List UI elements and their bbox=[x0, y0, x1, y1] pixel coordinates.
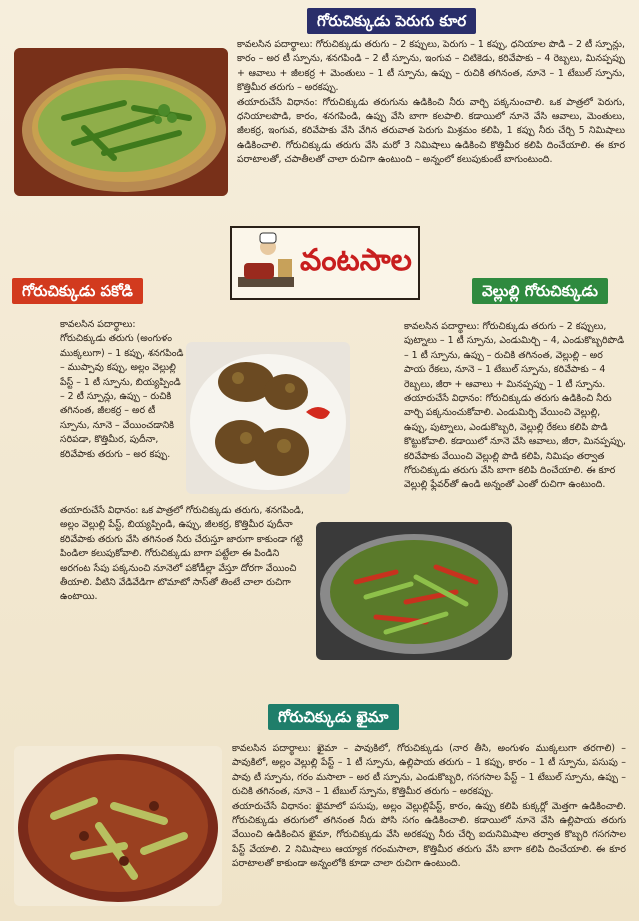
vantasala-logo bbox=[230, 226, 420, 300]
pakodi-ingredients-head: కావలసిన పదార్థాలు: bbox=[60, 319, 136, 330]
kheema-method: తయారుచేసే విధానం: ఖైమాలో పసుపు, అల్లం వెల్లుల్లిపేస్ట్, కారం, ఉప్పు కలిపి కుక్కర్లో మెత్తగా ఉడికించాలి. గోరుచిక్కుడు తరుగులో తగినంత నీరు పోసి సగం ఉడికించాలి. కడాయిలో నూనె వేసి ఉల్లిపాయ తరుగు వేయించి ఉడికించిన ఖైమా, గోరుచిక్కుడు వేసి అరకప్పు నీరు చేర్చి ఐదునిమిషాల తర్వాత కొబ్బరి గసగసాల పేస్ట్ వేయాలి. 2 నిమిషాలు ఆయ్యాక గరంమసాలా, కొత్తిమీర తరుగు వేసి బాగా కలిపి దించేయాలి. ఈ కూర పరాటాలతో కాకుండా అన్నంలోకి కూడా చాలా రుచిగా ఉంటుంది. bbox=[232, 800, 626, 870]
kheema-photo bbox=[14, 746, 222, 906]
vellulli-method: తయారుచేసే విధానం: గోరుచిక్కుడు తరుగు ఉడికించి నీరు వార్చి పక్కనుంచుకోవాలి. ఎండుమిర్చి వేయించి వెల్లుల్లి, ఉప్పు, పుట్నాలు, ఎండుకొబ్బరి, వెల్లుల్లి రేకలు కలిపి పొడి కొట్టుకోవాలి. కడాయిలో నూనె వేసి ఆవాలు, జీరా, మినప్పప్పు, కరివేపాకు వేయించి వెల్లుల్లి పొడి కలిపి, నిమిషం తర్వాత గోరుచిక్కుడు తరుగు వేసి బాగా కలిపి దించేయాలి. ఈ కూర వెల్లుల్లి ఫ్లేవర్‌తో ఉండి అన్నంతో ఎంతో రుచిగా ఉంటుంది. bbox=[404, 393, 626, 491]
perugu-kura-photo bbox=[14, 48, 228, 196]
logo-text: వంటసాల bbox=[300, 243, 412, 278]
perugu-text bbox=[237, 38, 625, 210]
kheema-ingredients: కావలసిన పదార్థాలు: ఖైమా – పావుకిలో, గోరుచిక్కుడు (నార తీసి, అంగుళం ముక్కలుగా తరగాలి) – పావుకిలో, అల్లం వెల్లుల్లి పేస్ట్ – 1 టీ స్పూను, ఉల్లిపాయ తరుగు – 1 కప్పు, కారం – 1 టీ స్పూను, పసుపు – పావు టీ స్పూను, గరం మసాలా – అర టీ స్పూను, ఎండుకొబ్బరి, గసగసాల పేస్ట్ – 1 టేబుల్ స్పూను, ఉప్పు – రుచికి తగినంత, నూనె – 1 టేబుల్ స్పూను, కొత్తిమీర తరుగు – అరకప్పు. bbox=[232, 743, 626, 798]
vellulli-photo bbox=[316, 522, 512, 660]
pakodi-title: గోరుచిక్కుడు పకోడి bbox=[12, 278, 143, 304]
pakodi-ingredients-block bbox=[60, 318, 184, 504]
vellulli-text-top bbox=[404, 320, 626, 522]
kheema-title: గోరుచిక్కుడు ఖైమా bbox=[268, 704, 399, 730]
kheema-text bbox=[232, 742, 626, 914]
pakodi-method: తయారుచేసే విధానం: ఒక పాత్రలో గోరుచిక్కుడు తరుగు, శనగపిండి, అల్లం వెల్లుల్లి పేస్ట్, బియ్యప్పిండి, ఉప్పు, జీలకర్ర, కొత్తిమీర పుదీనా కరివేపాకు తరుగు వేసి తగినంత నీరు చేరుస్తూ జారుగా కాకుండా గట్టి పిండిలా కలుపుకోవాలి. గోరుచిక్కుడు బాగా పట్టేలా ఈ పిండిని అరగంట సేపు పక్కనుంచి నూనెలో పకోడీల్లా వేస్తూ దోరగా వేయించి తీయాలి. వీటిని వేడివేడిగా టొమాటో సాస్‌తో తింటే చాలా రుచిగా ఉంటాయి. bbox=[60, 505, 304, 603]
perugu-title: గోరుచిక్కుడు పెరుగు కూర bbox=[307, 8, 476, 34]
vellulli-ingredients: కావలసిన పదార్థాలు: గోరుచిక్కుడు తరుగు – 2 కప్పులు, పుట్నాలు – 1 టీ స్పూను, ఎండుమిర్చి – 4, ఎండుకొబ్బరిపొడి – 1 టీ స్పూను, ఉప్పు – రుచికి తగినంత, వెల్లుల్లి – అర పాయ రేకలు, నూనె – 1 టేబుల్ స్పూను, కరివేపాకు – 4 రెబ్బలు, జీరా + ఆవాలు + మినప్పప్పు – 1 టీ స్పూను. bbox=[404, 321, 625, 390]
perugu-ingredients: కావలసిన పదార్థాలు: గోరుచిక్కుడు తరుగు – 2 కప్పులు, పెరుగు – 1 కప్పు, ధనియాల పొడి – 2 టీ స్పూన్లు, కారం – అర టీ స్పూను, శనగపిండి – 2 టీ స్పూను, ఇంగువ – చిటికెడు, కరివేపాకు – 4 రెబ్బలు, మినప్పప్పు + ఆవాలు + జీలకర్ర + మెంతులు – 1 టీ స్పూను, ఉప్పు – రుచికి తగినంత, నూనె – 1 టేబుల్ స్పూను, కొత్తిమీర తరుగు – అరకప్పు. bbox=[237, 39, 625, 94]
perugu-method: తయారుచేసే విధానం: గోరుచిక్కుడు తరుగును ఉడికించి నీరు వార్చి పక్కనుంచాలి. ఒక పాత్రలో పెరుగు, ధనియాలపొడి, కారం, శనగపిండి, ఉప్పు వేసి బాగా కలపాలి. కడాయిలో నూనె వేసి ఆవాలు, మెంతులు, జీలకర్ర, ఇంగువ, కరివేపాకు వేసి వేగిన తరువాత పెరుగు మిశ్రమం కలిపి, 1 కప్పు నీరు చేర్చి 5 నిమిషాలు ఉడికించాలి. గోరుచిక్కుడు తరుగు వేసి మరో 3 నిమిషాలు ఉడికించి కొత్తిమీర కలిపి దించేయాలి. ఈ కూర పరాటాలతో, చపాతీలతో చాలా రుచిగా ఉంటుంది – అన్నంలో కలుపుకుంటే బాగుంటుంది. bbox=[237, 96, 625, 166]
pakodi-photo bbox=[186, 342, 350, 494]
chef-illustration bbox=[234, 229, 298, 295]
vellulli-title: వెల్లుల్లి గోరుచిక్కుడు bbox=[472, 278, 608, 304]
pakodi-ingredients: గోరుచిక్కుడు తరుగు (అంగుళం ముక్కలుగా) – 1 కప్పు, శనగపిండి – ముప్పావు కప్పు, అల్లం వెల్లుల్లి పేస్ట్ – 1 టీ స్పూను, బియ్యప్పిండి – 2 టీ స్పూన్లు, ఉప్పు – రుచికి తగినంత, జీలకర్ర – అర టీ స్పూను, నూనె – వేయించడానికి సరిపడా, కొత్తిమీర, పుదీనా, కరివేపాకు తరుగు – అర కప్పు. bbox=[60, 333, 184, 460]
